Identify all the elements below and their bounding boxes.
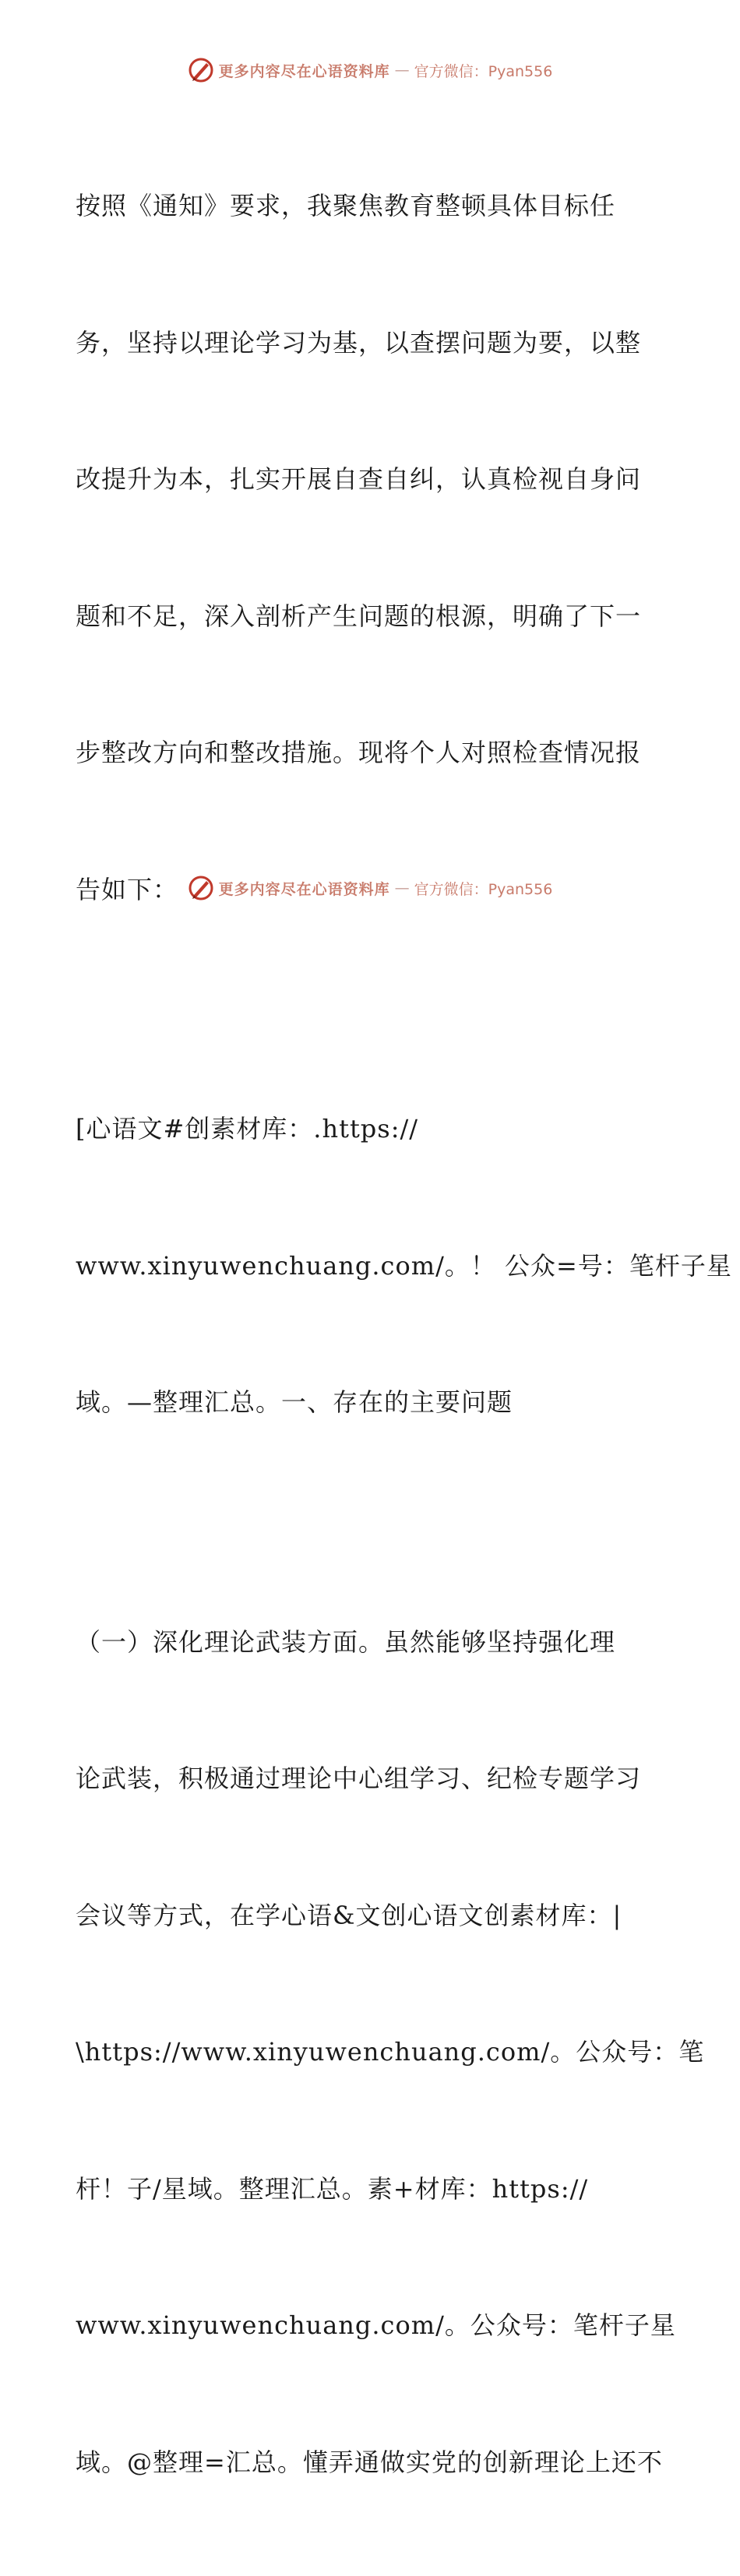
text-line: \https://www.xinyuwenchuang.com/。公众号：笔 (76, 2029, 668, 2075)
text-line: [心语文#创素材库：.https:// (76, 1106, 668, 1152)
paragraph-source (76, 1015, 668, 1517)
text-line: 域。@整理=汇总。懂弄通做实党的创新理论上还不 (76, 2440, 668, 2486)
footer-watermark (0, 872, 740, 904)
header-watermark (0, 55, 740, 86)
text-line: 按照《通知》要求，我聚焦教育整顿具体目标任 (76, 183, 668, 229)
text-line: www.xinyuwenchuang.com/。！ 公众=号：笔杆子星 (76, 1243, 668, 1289)
watermark-text: 更多内容尽在心语资料库 (219, 60, 390, 81)
paragraph-section-one (76, 1528, 668, 2576)
text-line: 改提升为本，扎实开展自查自纠，认真检视自身问 (76, 456, 668, 502)
text-line: 域。—整理汇总。一、存在的主要问题 (76, 1380, 668, 1425)
pen-logo-icon (188, 57, 214, 83)
document-body (76, 92, 668, 2576)
text-line: www.xinyuwenchuang.com/。公众号：笔杆子星 (76, 2303, 668, 2349)
text-line: 告如下： (76, 867, 668, 913)
paragraph-intro (76, 92, 668, 1003)
text-line: 题和不足，深入剖析产生问题的根源，明确了下一 (76, 594, 668, 640)
text-line: 务，坚持以理论学习为基，以查摆问题为要，以整 (76, 320, 668, 366)
watermark-dash: — (395, 62, 410, 79)
text-line: 步整改方向和整改措施。现将个人对照检查情况报 (76, 730, 668, 776)
text-line: 杆！子/星域。整理汇总。素+材库：https:// (76, 2166, 668, 2212)
pen-logo-icon (188, 875, 214, 901)
text-line: （一）深化理论武装方面。虽然能够坚持强化理 (76, 1619, 668, 1665)
text-line: 论武装，积极通过理论中心组学习、纪检专题学习 (76, 1756, 668, 1802)
watermark-dash: — (395, 879, 410, 897)
watermark-contact: 官方微信：Pyan556 (414, 60, 553, 81)
watermark-contact: 官方微信：Pyan556 (414, 878, 553, 899)
text-line: 会议等方式，在学心语&文创心语文创素材库：| (76, 1893, 668, 1939)
watermark-text: 更多内容尽在心语资料库 (219, 878, 390, 899)
